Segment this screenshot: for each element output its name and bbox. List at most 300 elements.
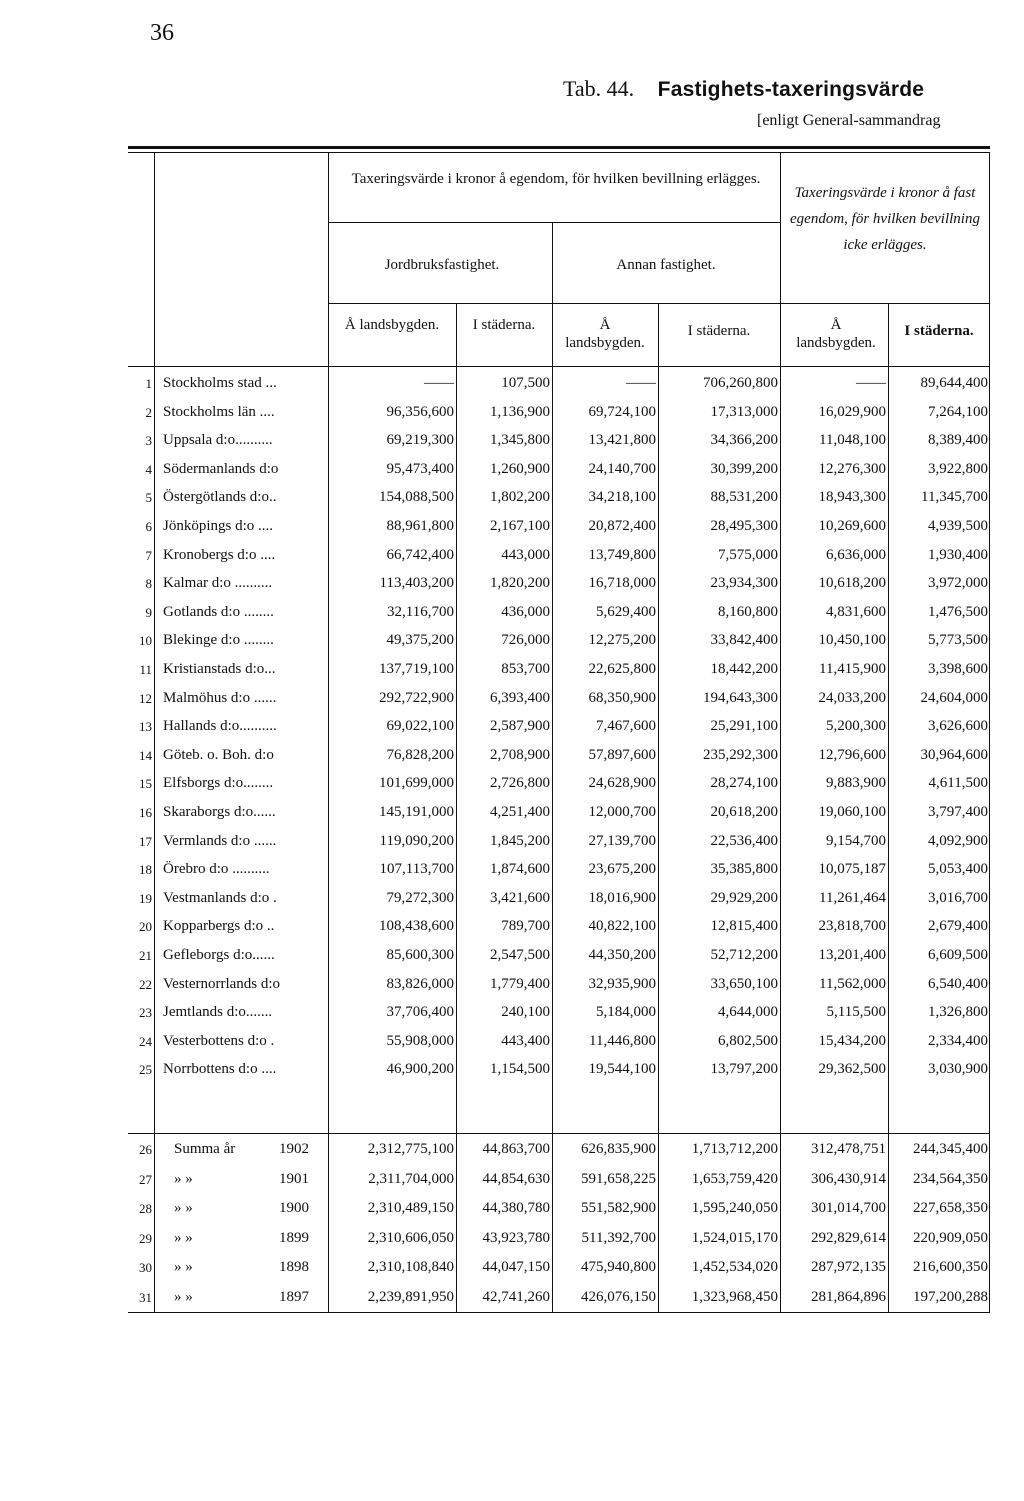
cell-value: 306,430,914: [811, 1170, 886, 1187]
cell-value: 1,845,200: [490, 832, 550, 849]
table-row: [128, 828, 990, 854]
district-name: Stockholms län ....: [163, 403, 275, 420]
row-number: 6: [145, 519, 152, 534]
cell-value: 1,524,015,170: [691, 1229, 778, 1246]
tab-label: Tab. 44.: [563, 76, 635, 101]
district-name: Vermlands d:o ......: [163, 832, 277, 849]
cell-value: ——: [424, 375, 454, 391]
table-row: [128, 570, 990, 596]
cell-value: 1,653,759,420: [691, 1170, 778, 1187]
header-c1: Å landsbygden.: [344, 317, 440, 333]
cell-value: 49,375,200: [386, 632, 454, 649]
cell-value: 30,399,200: [710, 460, 778, 477]
cell-value: 6,609,500: [928, 947, 988, 963]
cell-value: 216,600,350: [913, 1259, 988, 1275]
cell-value: 4,251,400: [490, 804, 550, 820]
cell-value: 292,829,614: [811, 1229, 886, 1246]
cell-value: 29,362,500: [818, 1061, 886, 1078]
cell-value: 551,582,900: [581, 1200, 656, 1216]
cell-value: 6,802,500: [718, 1032, 778, 1049]
row-number: 2: [145, 404, 152, 420]
cell-value: 37,706,400: [386, 1004, 454, 1021]
cell-value: 46,900,200: [386, 1061, 454, 1078]
table-row: [128, 484, 990, 510]
cell-value: 10,618,200: [818, 575, 886, 592]
cell-value: 85,600,300: [386, 947, 454, 963]
table-row: [128, 742, 990, 768]
row-number: 26: [139, 1142, 152, 1157]
cell-value: 1,713,712,200: [691, 1141, 778, 1157]
header-c4: I städerna.: [687, 323, 751, 339]
table-row: [128, 627, 990, 653]
row-number: 18: [139, 862, 152, 878]
cell-value: ——: [626, 375, 656, 391]
cell-value: 24,628,900: [588, 775, 656, 792]
summary-label: [174, 1259, 309, 1276]
summary-row: [128, 1166, 990, 1192]
cell-value: 88,531,200: [710, 489, 778, 506]
cell-value: 83,826,000: [386, 975, 454, 992]
table-row: [128, 456, 990, 482]
row-number: 4: [145, 461, 152, 477]
table-row: [128, 1056, 990, 1082]
row-number: 25: [139, 1062, 152, 1078]
cell-value: ——: [856, 375, 886, 391]
cell-value: 22,625,800: [588, 661, 656, 677]
cell-value: 1,323,968,450: [691, 1288, 778, 1305]
cell-value: 5,200,300: [826, 718, 886, 735]
cell-value: 11,415,900: [819, 661, 886, 677]
header-c6: I städerna.: [904, 323, 974, 339]
cell-value: 2,311,704,000: [368, 1170, 454, 1187]
district-name: Stockholms stad ...: [163, 375, 277, 391]
district-name: Skaraborgs d:o......: [163, 804, 276, 820]
cell-value: 8,389,400: [928, 432, 988, 449]
row-number: 22: [139, 976, 152, 992]
cell-value: 34,218,100: [588, 489, 656, 506]
cell-value: 3,972,000: [928, 575, 988, 592]
row-number: 10: [139, 633, 152, 649]
cell-value: 4,644,000: [718, 1004, 778, 1021]
cell-value: 12,796,600: [818, 746, 886, 763]
cell-value: 18,442,200: [710, 661, 778, 677]
district-name: Kristianstads d:o...: [163, 661, 276, 677]
cell-value: 5,629,400: [596, 603, 656, 620]
cell-value: 16,718,000: [588, 575, 656, 592]
cell-value: 23,818,700: [818, 918, 886, 935]
cell-value: 2,239,891,950: [367, 1288, 454, 1305]
cell-value: 6,393,400: [490, 689, 550, 706]
cell-value: 11,261,464: [819, 889, 886, 906]
row-number: 13: [139, 719, 152, 735]
cell-value: 244,345,400: [913, 1141, 988, 1157]
cell-value: 27,139,700: [588, 832, 656, 849]
cell-value: 43,923,780: [482, 1229, 550, 1246]
cell-value: 2,167,100: [490, 518, 550, 534]
row-number: 17: [139, 833, 152, 849]
cell-value: 436,000: [501, 603, 550, 620]
cell-value: 19,060,100: [818, 804, 886, 820]
cell-value: 1,802,200: [490, 489, 550, 506]
row-number: 29: [139, 1230, 152, 1246]
summary-row: [128, 1195, 990, 1221]
cell-value: 1,136,900: [490, 403, 550, 420]
cell-value: 7,467,600: [596, 718, 656, 735]
cell-value: 7,264,100: [928, 403, 988, 420]
cell-value: 88,961,800: [386, 518, 454, 534]
summary-label-text: » »: [174, 1200, 193, 1216]
row-number: 19: [139, 890, 152, 906]
cell-value: 227,658,350: [913, 1200, 988, 1216]
summary-label: [174, 1288, 309, 1306]
summary-year: 1900: [279, 1200, 309, 1216]
cell-value: 3,626,600: [928, 718, 988, 735]
cell-value: 10,450,100: [818, 632, 886, 649]
cell-value: 312,478,751: [811, 1141, 886, 1157]
cell-value: 3,016,700: [928, 889, 988, 906]
cell-value: 1,345,800: [490, 432, 550, 449]
cell-value: 44,380,780: [482, 1200, 550, 1216]
cell-value: 3,398,600: [928, 661, 988, 677]
cell-value: 13,421,800: [588, 432, 656, 449]
cell-value: 79,272,300: [386, 889, 454, 906]
cell-value: 301,014,700: [811, 1200, 886, 1216]
cell-value: 9,154,700: [826, 832, 886, 849]
row-number: 11: [139, 662, 152, 677]
row-number: 24: [139, 1033, 152, 1049]
cell-value: 5,115,500: [826, 1004, 886, 1021]
cell-value: 1,874,600: [490, 861, 550, 878]
row-number: 7: [145, 547, 152, 563]
cell-value: 220,909,050: [913, 1229, 988, 1246]
top-rule-thin: [128, 152, 990, 153]
row-number: 21: [139, 948, 152, 963]
row-number: 28: [139, 1201, 152, 1216]
table-row: [128, 770, 990, 796]
cell-value: 4,939,500: [928, 518, 988, 534]
cell-value: 234,564,350: [913, 1170, 988, 1187]
cell-value: 853,700: [501, 661, 550, 677]
district-name: Vesterbottens d:o .: [163, 1032, 275, 1049]
summary-label: [174, 1170, 309, 1188]
row-number: 31: [139, 1289, 152, 1305]
cell-value: 4,092,900: [928, 832, 988, 849]
cell-value: 12,276,300: [818, 460, 886, 477]
cell-value: 18,016,900: [588, 889, 656, 906]
table-row: [128, 999, 990, 1025]
table-row: [128, 713, 990, 739]
table-row: [128, 885, 990, 911]
cell-value: 17,313,000: [710, 403, 778, 420]
cell-value: 443,400: [501, 1032, 550, 1049]
row-number: 9: [145, 604, 152, 620]
cell-value: 443,000: [501, 546, 550, 563]
table-title: [563, 76, 924, 102]
cell-value: 69,219,300: [386, 432, 454, 449]
cell-value: 5,184,000: [596, 1004, 656, 1021]
header-c5: Å landsbygden.: [796, 317, 876, 351]
cell-value: 44,350,200: [588, 947, 656, 963]
cell-value: 11,345,700: [921, 489, 988, 506]
header-c2: I städerna.: [472, 317, 536, 333]
header-group-a: Taxeringsvärde i kronor å egendom, för hvilken bevillning erlägges.: [351, 171, 761, 187]
cell-value: 154,088,500: [379, 489, 454, 506]
summary-year: 1901: [279, 1170, 309, 1187]
cell-value: 35,385,800: [710, 861, 778, 878]
cell-value: 24,033,200: [818, 689, 886, 706]
cell-value: 24,604,000: [920, 689, 988, 706]
cell-value: 145,191,000: [379, 804, 454, 820]
cell-value: 1,260,900: [490, 460, 550, 477]
district-name: Norrbottens d:o ....: [163, 1061, 277, 1078]
cell-value: 108,438,600: [379, 918, 454, 935]
cell-value: 89,644,400: [920, 375, 988, 391]
district-name: Gefleborgs d:o......: [163, 947, 275, 963]
cell-value: 44,863,700: [482, 1141, 550, 1157]
cell-value: 197,200,288: [913, 1288, 988, 1305]
summary-row: [128, 1284, 990, 1310]
cell-value: 11,446,800: [589, 1032, 656, 1049]
cell-value: 33,650,100: [710, 975, 778, 992]
district-name: Kronobergs d:o ....: [163, 546, 276, 563]
cell-value: 706,260,800: [703, 375, 778, 391]
cell-value: 2,310,108,840: [367, 1259, 454, 1275]
cell-value: 1,452,534,020: [691, 1259, 778, 1275]
header-bottom-rule: [128, 366, 990, 367]
cell-value: 96,356,600: [386, 403, 454, 420]
cell-value: 3,922,800: [928, 460, 988, 477]
cell-value: 44,854,630: [482, 1170, 550, 1187]
district-name: Gotlands d:o ........: [163, 603, 274, 620]
cell-value: 3,797,400: [928, 804, 988, 820]
district-name: Göteb. o. Boh. d:o: [163, 746, 274, 763]
cell-value: 119,090,200: [379, 832, 454, 849]
table-row: [128, 542, 990, 568]
cell-value: 726,000: [501, 632, 550, 649]
summary-label-text: Summa år: [174, 1141, 236, 1157]
cell-value: 287,972,135: [811, 1259, 886, 1275]
cell-value: 101,699,000: [379, 775, 454, 792]
row-number: 20: [139, 919, 152, 935]
cell-value: 32,935,900: [588, 975, 656, 992]
cell-value: 32,116,700: [387, 603, 454, 620]
cell-value: 69,022,100: [386, 718, 454, 735]
row-number: 16: [139, 805, 152, 820]
district-name: Blekinge d:o ........: [163, 632, 274, 649]
summary-label: [174, 1229, 309, 1247]
cell-value: 12,815,400: [710, 918, 778, 935]
cell-value: 9,883,900: [826, 775, 886, 792]
cell-value: 2,312,775,100: [367, 1141, 454, 1157]
cell-value: 6,636,000: [826, 546, 886, 563]
district-name: Kalmar d:o ..........: [163, 575, 273, 592]
cell-value: 292,722,900: [379, 689, 454, 706]
cell-value: 66,742,400: [386, 546, 454, 563]
cell-value: 11,562,000: [819, 975, 886, 992]
cell-value: 2,310,489,150: [367, 1200, 454, 1216]
summary-label-text: » »: [174, 1229, 193, 1246]
cell-value: 19,544,100: [588, 1061, 656, 1078]
cell-value: 13,201,400: [818, 947, 886, 963]
cell-value: 2,547,500: [490, 947, 550, 963]
summary-row: [128, 1225, 990, 1251]
cell-value: 5,773,500: [928, 632, 988, 649]
table-row: [128, 942, 990, 968]
summary-year: 1897: [279, 1288, 309, 1305]
cell-value: 44,047,150: [482, 1259, 550, 1275]
cell-value: 7,575,000: [718, 546, 778, 563]
cell-value: 1,930,400: [928, 546, 988, 563]
cell-value: 42,741,260: [482, 1288, 550, 1305]
header-jordbruk: Jordbruksfastighet.: [384, 257, 500, 273]
cell-value: 1,595,240,050: [691, 1200, 778, 1216]
district-name: Hallands d:o..........: [163, 718, 277, 735]
table-row: [128, 599, 990, 625]
cell-value: 1,779,400: [490, 975, 550, 992]
cell-value: 1,476,500: [928, 603, 988, 620]
cell-value: 511,392,700: [581, 1229, 656, 1246]
cell-value: 23,675,200: [588, 861, 656, 878]
cell-value: 12,275,200: [588, 632, 656, 649]
table-row: [128, 370, 990, 396]
cell-value: 2,587,900: [490, 718, 550, 735]
cell-value: 76,828,200: [386, 746, 454, 763]
district-name: Jönköpings d:o ....: [163, 518, 274, 534]
row-number: 15: [139, 776, 152, 792]
cell-value: 235,292,300: [703, 746, 778, 763]
cell-value: 13,797,200: [710, 1061, 778, 1078]
cell-value: 2,310,606,050: [367, 1229, 454, 1246]
cell-value: 69,724,100: [588, 403, 656, 420]
row-number: 8: [145, 576, 152, 592]
summary-year: 1898: [279, 1259, 309, 1275]
summary-label-text: » »: [174, 1170, 193, 1187]
header-annan: Annan fastighet.: [616, 257, 716, 273]
summary-label-text: » »: [174, 1288, 193, 1305]
cell-value: 20,618,200: [710, 804, 778, 820]
summary-year: 1899: [279, 1229, 309, 1246]
cell-value: 1,820,200: [490, 575, 550, 592]
cell-value: 4,611,500: [928, 775, 988, 792]
summary-label: [174, 1200, 309, 1217]
district-name: Vesternorrlands d:o: [163, 975, 281, 992]
cell-value: 52,712,200: [710, 947, 778, 963]
cell-value: 194,643,300: [703, 689, 778, 706]
cell-value: 107,500: [501, 375, 550, 391]
cell-value: 30,964,600: [920, 746, 988, 763]
cell-value: 13,749,800: [588, 546, 656, 563]
sum-separator-rule: [128, 1133, 990, 1134]
cell-value: 626,835,900: [581, 1141, 656, 1157]
cell-value: 5,053,400: [928, 861, 988, 878]
summary-label: [174, 1141, 309, 1158]
cell-value: 591,658,225: [581, 1170, 656, 1187]
cell-value: 475,940,800: [581, 1259, 656, 1275]
header-group-b: Taxeringsvärde i kronor å fast egendom, för hvilken bevillning icke erlägges.: [790, 185, 980, 253]
district-name: Uppsala d:o..........: [163, 432, 273, 449]
cell-value: 10,075,187: [818, 861, 886, 878]
cell-value: 10,269,600: [818, 518, 886, 534]
cell-value: 2,334,400: [928, 1032, 988, 1049]
cell-value: 240,100: [501, 1004, 550, 1021]
table-row: [128, 856, 990, 882]
cell-value: 2,726,800: [490, 775, 550, 792]
district-name: Södermanlands d:o: [163, 460, 279, 477]
cell-value: 25,291,100: [710, 718, 778, 735]
cell-value: 55,908,000: [386, 1032, 454, 1049]
table-row: [128, 656, 990, 682]
row-number: 3: [145, 433, 152, 449]
cell-value: 107,113,700: [379, 861, 454, 878]
district-name: Vestmanlands d:o .: [163, 889, 277, 906]
header-rule-sub: [329, 303, 990, 304]
subtitle: [enligt General-sammandrag: [757, 112, 941, 129]
summary-row: [128, 1136, 990, 1162]
table-row: [128, 913, 990, 939]
cell-value: 6,540,400: [928, 975, 988, 992]
cell-value: 34,366,200: [710, 432, 778, 449]
table-row: [128, 513, 990, 539]
top-rule-thick: [128, 146, 990, 149]
table-row: [128, 1028, 990, 1054]
cell-value: 57,897,600: [588, 746, 656, 763]
cell-value: 2,708,900: [490, 746, 550, 763]
cell-value: 426,076,150: [581, 1288, 656, 1305]
main-title: Fastighets-taxeringsvärde: [657, 78, 925, 101]
table-bottom-rule: [128, 1312, 990, 1313]
cell-value: 29,929,200: [710, 889, 778, 906]
row-number: 23: [139, 1005, 152, 1021]
cell-value: 28,495,300: [710, 518, 778, 534]
summary-row: [128, 1254, 990, 1280]
cell-value: 20,872,400: [588, 518, 656, 534]
district-name: Örebro d:o ..........: [163, 861, 270, 878]
row-number: 14: [139, 747, 152, 763]
summary-year: 1902: [279, 1141, 309, 1157]
cell-value: 3,421,600: [490, 889, 550, 906]
table-row: [128, 399, 990, 425]
cell-value: 281,864,896: [811, 1288, 886, 1305]
header-c3: Å landsbygden.: [565, 317, 645, 351]
cell-value: 12,000,700: [588, 804, 656, 820]
cell-value: 23,934,300: [710, 575, 778, 592]
cell-value: 18,943,300: [818, 489, 886, 506]
cell-value: 8,160,800: [718, 603, 778, 620]
district-name: Östergötlands d:o..: [163, 489, 277, 506]
row-number: 5: [145, 490, 152, 506]
cell-value: 3,030,900: [928, 1061, 988, 1078]
cell-value: 28,274,100: [710, 775, 778, 792]
cell-value: 4,831,600: [826, 603, 886, 620]
table-row: [128, 427, 990, 453]
cell-value: 2,679,400: [928, 918, 988, 935]
district-name: Kopparbergs d:o ..: [163, 918, 275, 935]
table-row: [128, 799, 990, 825]
cell-value: 1,154,500: [490, 1061, 550, 1078]
cell-value: 113,403,200: [379, 575, 454, 592]
district-name: Malmöhus d:o ......: [163, 689, 277, 706]
page-number: 36: [150, 20, 174, 46]
cell-value: 24,140,700: [588, 460, 656, 477]
cell-value: 1,326,800: [928, 1004, 988, 1021]
summary-label-text: » »: [174, 1259, 193, 1275]
row-number: 1: [145, 376, 152, 391]
cell-value: 789,700: [501, 918, 550, 935]
cell-value: 22,536,400: [710, 832, 778, 849]
cell-value: 40,822,100: [588, 918, 656, 935]
cell-value: 68,350,900: [588, 689, 656, 706]
table-row: [128, 685, 990, 711]
